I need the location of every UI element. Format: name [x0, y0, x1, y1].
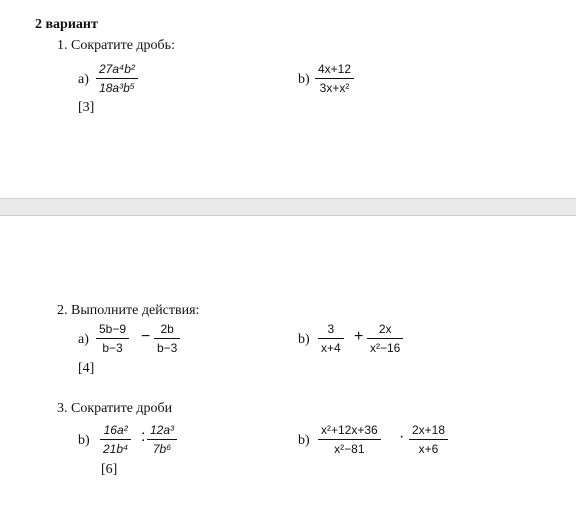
task3-a-fraction-1 — [100, 423, 131, 456]
task3-a-f1-denominator: 21b⁴ — [103, 442, 129, 456]
task2-a-label: a) — [78, 332, 89, 347]
task2-b-f1-denominator: x+4 — [321, 341, 341, 355]
division-operator: : — [141, 428, 146, 445]
fraction-bar — [100, 439, 131, 440]
fraction-bar — [318, 338, 344, 339]
task3-heading: 3. Сократите дроби — [57, 401, 173, 416]
fraction-bar — [318, 439, 381, 440]
task2-b-f2-numerator: 2x — [378, 322, 392, 336]
task3-a-f2-numerator: 12a³ — [150, 423, 175, 437]
task2-a-f1-numerator: 5b−9 — [99, 322, 127, 336]
task2-b-f2-denominator: x²−16 — [370, 341, 401, 355]
multiply-operator: · — [399, 428, 405, 445]
task2-b-label: b) — [298, 332, 310, 347]
fraction-bar — [367, 338, 403, 339]
fraction-bar — [409, 439, 448, 440]
task3-b-fraction-1 — [318, 423, 381, 456]
task3-b-f2-denominator: x+6 — [418, 442, 439, 456]
task2-b-fraction-2 — [367, 322, 403, 355]
task1-b-numerator: 4x+12 — [318, 62, 352, 76]
task1-a-numerator: 27a⁴b² — [99, 62, 135, 76]
task2-a-fraction-2 — [154, 322, 180, 355]
task3-a-label: b) — [78, 433, 90, 448]
task2-a-fraction-1 — [96, 322, 129, 355]
task2-heading: 2. Выполните действия: — [57, 303, 200, 318]
task1-score: [3] — [78, 100, 95, 115]
variant-title: 2 вариант — [35, 17, 98, 32]
task2-a-f1-denominator: b−3 — [102, 341, 123, 355]
task1-b-denominator: 3x+x² — [319, 81, 350, 95]
fraction-bar — [147, 439, 177, 440]
task3-b-f1-denominator: x²−81 — [334, 442, 365, 456]
task3-b-f2-numerator: 2x+18 — [412, 423, 446, 437]
task3-score: [6] — [101, 462, 118, 477]
task1-b-fraction — [315, 62, 354, 95]
fraction-bar — [315, 78, 354, 79]
task3-b-fraction-2 — [409, 423, 448, 456]
task2-b-fraction-1 — [318, 322, 344, 355]
minus-operator: − — [141, 328, 151, 345]
task2-b-f1-numerator: 3 — [327, 322, 335, 336]
task1-a-denominator: 18a³b⁵ — [99, 81, 135, 95]
task3-b-label: b) — [298, 433, 310, 448]
task3-b-f1-numerator: x²+12x+36 — [321, 423, 378, 437]
task3-a-f1-numerator: 16a² — [103, 423, 128, 437]
task3-a-f2-denominator: 7b⁶ — [152, 442, 172, 456]
task1-a-label: a) — [78, 72, 89, 87]
task3-a-fraction-2 — [147, 423, 177, 456]
task2-a-f2-denominator: b−3 — [157, 341, 178, 355]
task1-b-label: b) — [298, 72, 310, 87]
fraction-bar — [96, 78, 138, 79]
page-divider — [0, 198, 576, 216]
task1-a-fraction — [96, 62, 138, 95]
task2-score: [4] — [78, 361, 95, 376]
fraction-bar — [96, 338, 129, 339]
task1-heading: 1. Сократите дробь: — [57, 38, 175, 53]
fraction-bar — [154, 338, 180, 339]
plus-operator: + — [354, 328, 364, 345]
task2-a-f2-numerator: 2b — [160, 322, 174, 336]
